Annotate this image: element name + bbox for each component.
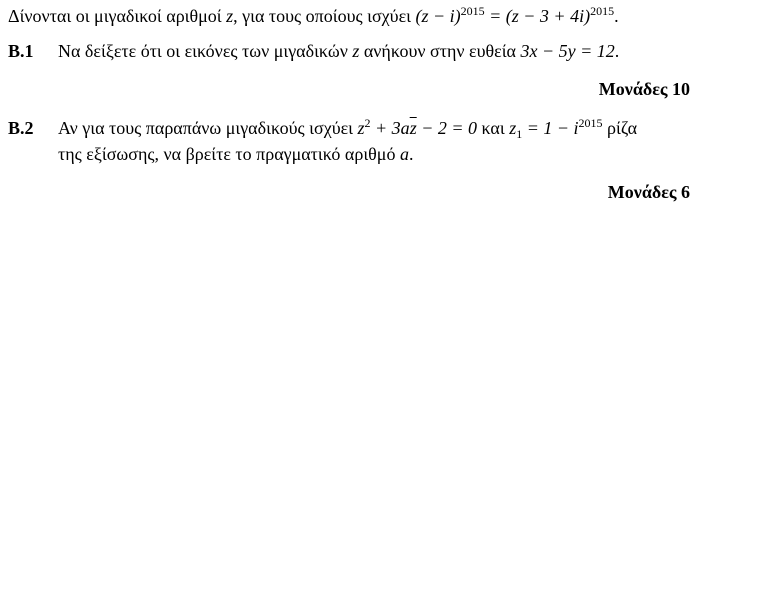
b2-and: και — [481, 118, 505, 138]
b1-label: Β.1 — [8, 41, 34, 61]
b2-eq-rest: − 2 = 0 — [416, 118, 477, 138]
b2-z1-exponent: 2015 — [578, 116, 603, 130]
b2-z1-subscript: 1 — [516, 127, 523, 141]
b2-eq-zbar: $\overline{z}$ — [409, 118, 417, 138]
b1-text: Να δείξετε ότι οι εικόνες των μιγαδικών — [58, 41, 348, 61]
b2-line2: της εξίσωσης, να βρείτε το πραγματικό αριθμό — [58, 144, 396, 164]
b2-statement-line2 — [58, 143, 413, 165]
intro-eq-mid: = (z − 3 + 4i) — [484, 6, 591, 26]
b2-eq-plus: + 3a — [370, 118, 410, 138]
b1-statement — [58, 40, 619, 62]
b2-label: Β.2 — [8, 118, 34, 138]
b2-z1-equation: = 1 − i — [522, 118, 579, 138]
b1-var-z: z — [352, 41, 360, 61]
b2-eq-z-exponent: 2 — [364, 116, 371, 130]
b2-z1: z — [509, 118, 517, 138]
intro-exponent-2: 2015 — [590, 4, 615, 18]
b1-end: . — [614, 41, 620, 61]
intro-var-z: z — [226, 6, 234, 26]
b2-statement-line1 — [58, 117, 637, 139]
intro-eq-left: (z − i) — [415, 6, 461, 26]
intro-exponent-1: 2015 — [460, 4, 485, 18]
b2-points: Μονάδες 6 — [607, 182, 690, 202]
b1-line-equation: 3x − 5y = 12 — [520, 41, 615, 61]
b2-root: ρίζα — [607, 118, 638, 138]
intro-text: Δίνονται οι μιγαδικοί αριθμοί — [8, 6, 222, 26]
b1-points: Μονάδες 10 — [598, 79, 690, 99]
b1-text2: ανήκουν στην ευθεία — [363, 41, 516, 61]
intro-end: . — [614, 6, 619, 26]
b2-text: Αν για τους παραπάνω μιγαδικούς ισχύει — [58, 118, 354, 138]
b2-end: . — [408, 144, 414, 164]
b2-eq-z: z — [357, 118, 365, 138]
intro-text2: , για τους οποίους ισχύει — [233, 6, 411, 26]
intro-statement — [8, 5, 619, 27]
b2-var-a: a — [399, 144, 409, 164]
